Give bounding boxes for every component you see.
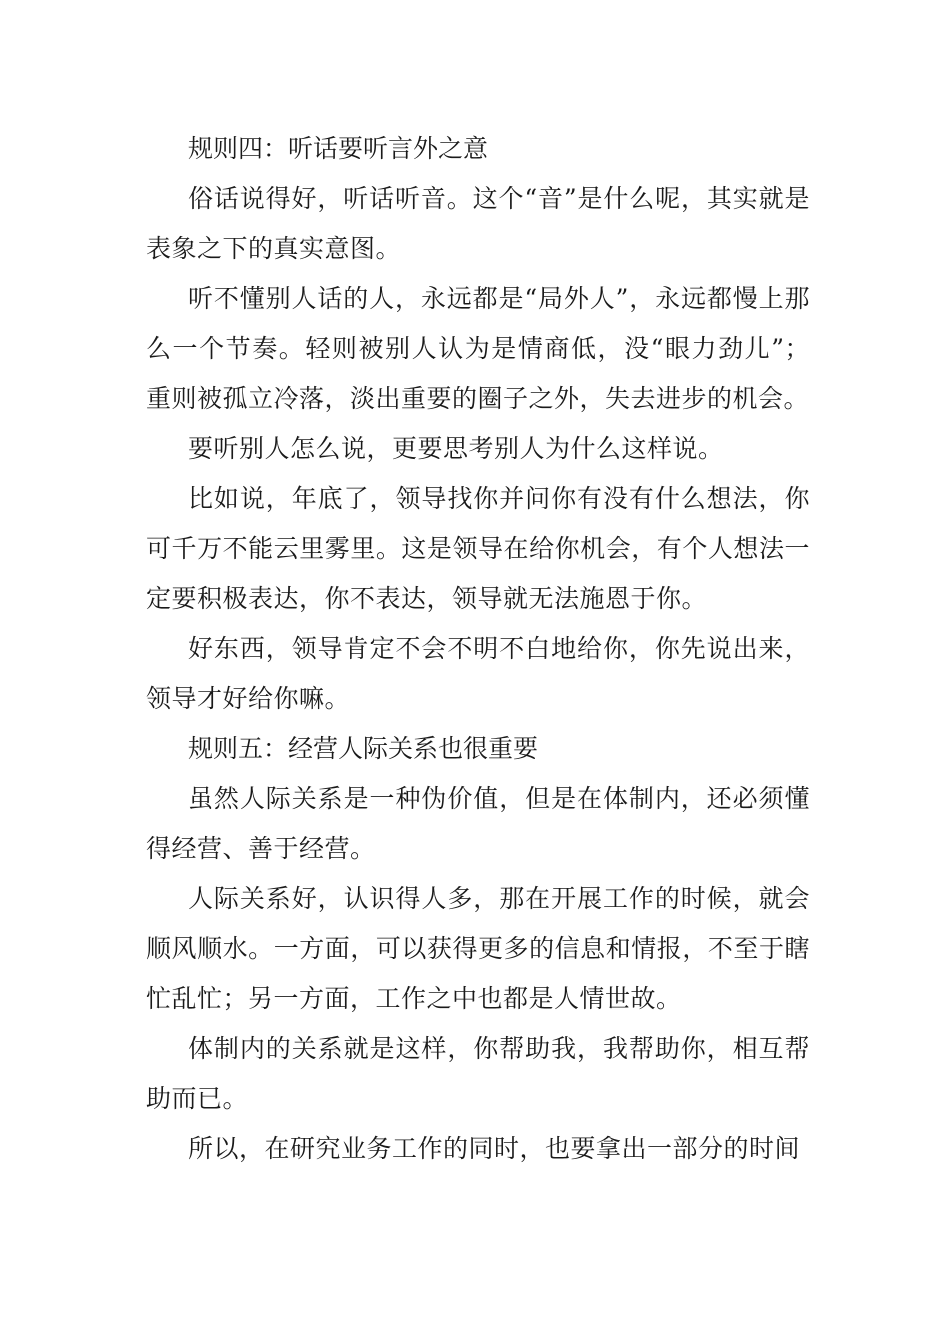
paragraph: 听不懂别人话的人，永远都是“局外人”，永远都慢上那么一个节奏。轻则被别人认为是情商低，没“眼力劲儿”；重则被孤立冷落，淡出重要的圈子之外，失去进步的机会。	[146, 284, 810, 413]
paragraph: 俗话说得好，听话听音。这个“音”是什么呢，其实就是表象之下的真实意图。	[146, 184, 810, 263]
paragraph: 所以，在研究业务工作的同时，也要拿出一部分的时间	[188, 1134, 801, 1163]
paragraph: 体制内的关系就是这样，你帮助我，我帮助你，相互帮助而已。	[146, 1034, 810, 1113]
document-page	[146, 124, 810, 1174]
paragraph: 好东西，领导肯定不会不明不白地给你，你先说出来，领导才好给你嘛。	[146, 634, 810, 713]
section-heading-rule-four: 规则四：听话要听言外之意	[188, 134, 489, 163]
paragraph: 比如说，年底了，领导找你并问你有没有什么想法，你可千万不能云里雾里。这是领导在给你机会，有个人想法一定要积极表达，你不表达，领导就无法施恩于你。	[146, 484, 810, 613]
paragraph: 人际关系好，认识得人多，那在开展工作的时候，就会顺风顺水。一方面，可以获得更多的信息和情报，不至于瞎忙乱忙；另一方面，工作之中也都是人情世故。	[146, 884, 810, 1013]
section-heading-rule-five: 规则五：经营人际关系也很重要	[188, 734, 539, 763]
paragraph: 虽然人际关系是一种伪价值，但是在体制内，还必须懂得经营、善于经营。	[146, 784, 810, 863]
paragraph: 要听别人怎么说，更要思考别人为什么这样说。	[188, 434, 724, 463]
